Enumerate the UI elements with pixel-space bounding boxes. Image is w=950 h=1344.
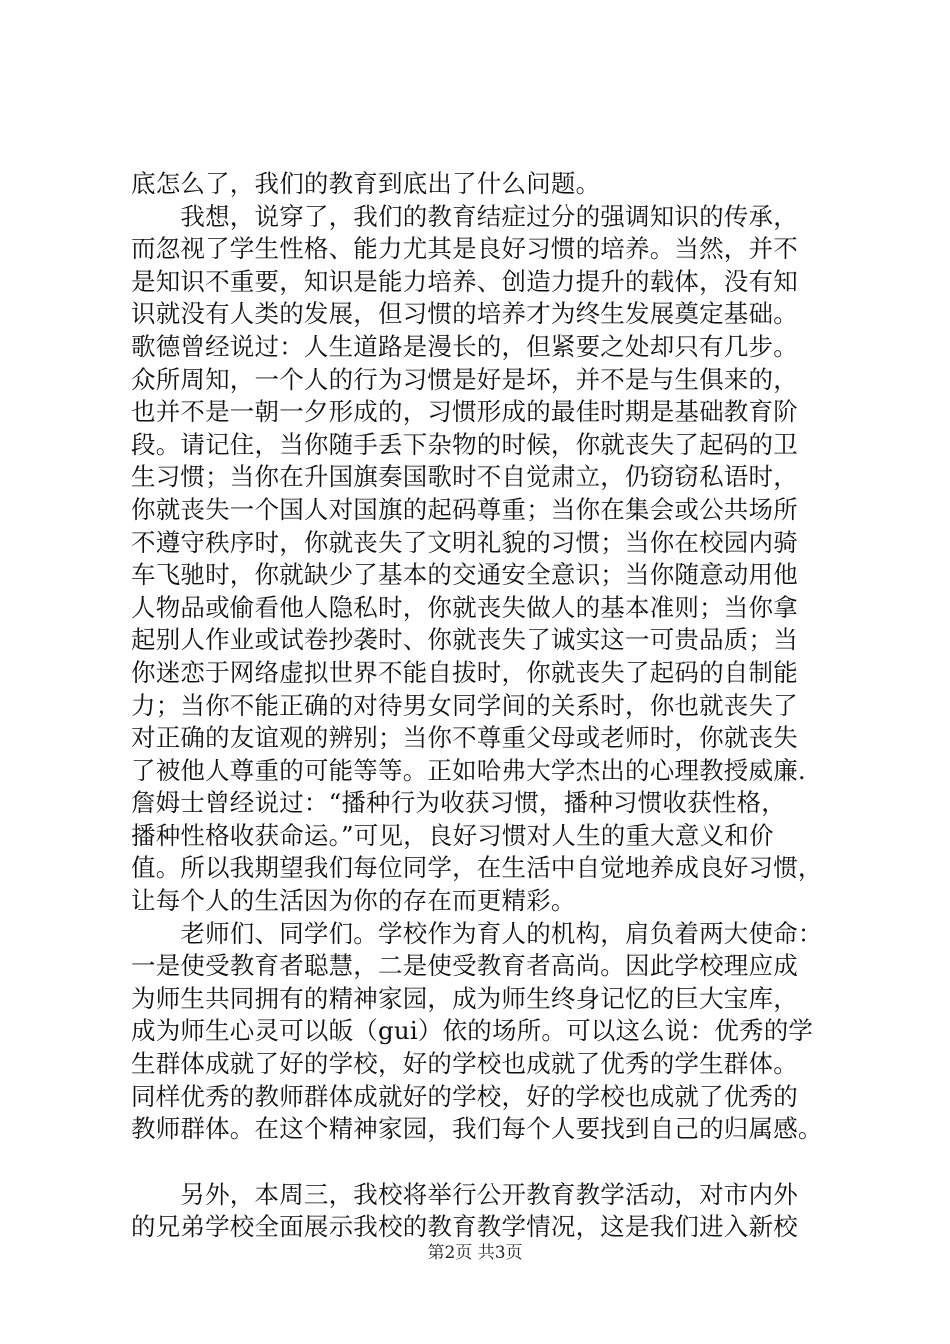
- text-line: 生群体成就了好的学校，好的学校也成就了优秀的学生群体。: [131, 1049, 798, 1079]
- text-line: 识就没有人类的发展，但习惯的培养才为终生发展奠定基础。: [131, 299, 798, 329]
- text-line: 为师生共同拥有的精神家园，成为师生终身记忆的巨大宝库，: [131, 983, 798, 1013]
- text-line: 歌德曾经说过：人生道路是漫长的，但紧要之处却只有几步。: [131, 331, 798, 361]
- text-line: 众所周知，一个人的行为习惯是好是坏，并不是与生俱来的，: [131, 364, 798, 394]
- text-line: 车飞驰时，你就缺少了基本的交通安全意识；当你随意动用他: [131, 560, 798, 590]
- text-line: 对正确的友谊观的辨别；当你不尊重父母或老师时，你就丧失: [131, 723, 798, 753]
- text-line: 也并不是一朝一夕形成的，习惯形成的最佳时期是基础教育阶: [131, 397, 798, 427]
- text-line: 是知识不重要，知识是能力培养、创造力提升的载体，没有知: [131, 266, 798, 296]
- text-line: 人物品或偷看他人隐私时，你就丧失做人的基本准则；当你拿: [131, 592, 798, 622]
- text-line: 值。所以我期望我们每位同学，在生活中自觉地养成良好习惯，: [131, 853, 823, 883]
- text-line: 同样优秀的教师群体成就好的学校，好的学校也成就了优秀的: [131, 1081, 798, 1111]
- blank-line: [131, 1146, 831, 1179]
- text-line: 詹姆士曾经说过：“播种行为收获习惯，播种习惯收获性格，: [131, 788, 786, 818]
- text-line: 段。请记住，当你随手丢下杂物的时候，你就丧失了起码的卫: [131, 429, 798, 459]
- text-line: 一是使受教育者聪慧，二是使受教育者高尚。因此学校理应成: [131, 951, 798, 981]
- text-line: 另外，本周三，我校将举行公开教育教学活动，对市内外: [131, 1179, 798, 1209]
- text-line: 你迷恋于网络虚拟世界不能自拔时，你就丧失了起码的自制能: [131, 657, 798, 687]
- text-line: 了被他人尊重的可能等等。正如哈弗大学杰出的心理教授威廉.: [131, 755, 806, 785]
- text-line: 播种性格收获命运。”可见，良好习惯对人生的重大意义和价: [131, 820, 774, 850]
- text-line: 让每个人的生活因为你的存在而更精彩。: [131, 886, 576, 916]
- text-line: 我想，说穿了，我们的教育结症过分的强调知识的传承，: [131, 201, 798, 231]
- text-line: 力；当你不能正确的对待男女同学间的关系时，你也就丧失了: [131, 690, 798, 720]
- text-line: 底怎么了，我们的教育到底出了什么问题。: [131, 169, 601, 198]
- text-line: 而忽视了学生性格、能力尤其是良好习惯的培养。当然，并不: [131, 234, 798, 264]
- text-line: 的兄弟学校全面展示我校的教育教学情况，这是我们进入新校: [131, 1212, 798, 1242]
- text-line: 起别人作业或试卷抄袭时、你就丧失了诚实这一可贵品质；当: [131, 625, 798, 655]
- text-line: 生习惯；当你在升国旗奏国歌时不自觉肃立，仍窃窃私语时，: [131, 462, 798, 492]
- text-line: 教师群体。在这个精神家园，我们每个人要找到自己的归属感。: [131, 1114, 823, 1144]
- text-line: 不遵守秩序时，你就丧失了文明礼貌的习惯；当你在校园内骑: [131, 527, 798, 557]
- text-line: 你就丧失一个国人对国旗的起码尊重；当你在集会或公共场所: [131, 494, 798, 524]
- document-body: [131, 168, 831, 1244]
- text-line: 成为师生心灵可以皈（gui）依的场所。可以这么说：优秀的学: [131, 1016, 814, 1046]
- page-footer: 第2页 共3页: [427, 1243, 523, 1263]
- text-line: 老师们、同学们。学校作为育人的机构，肩负着两大使命：: [131, 918, 823, 948]
